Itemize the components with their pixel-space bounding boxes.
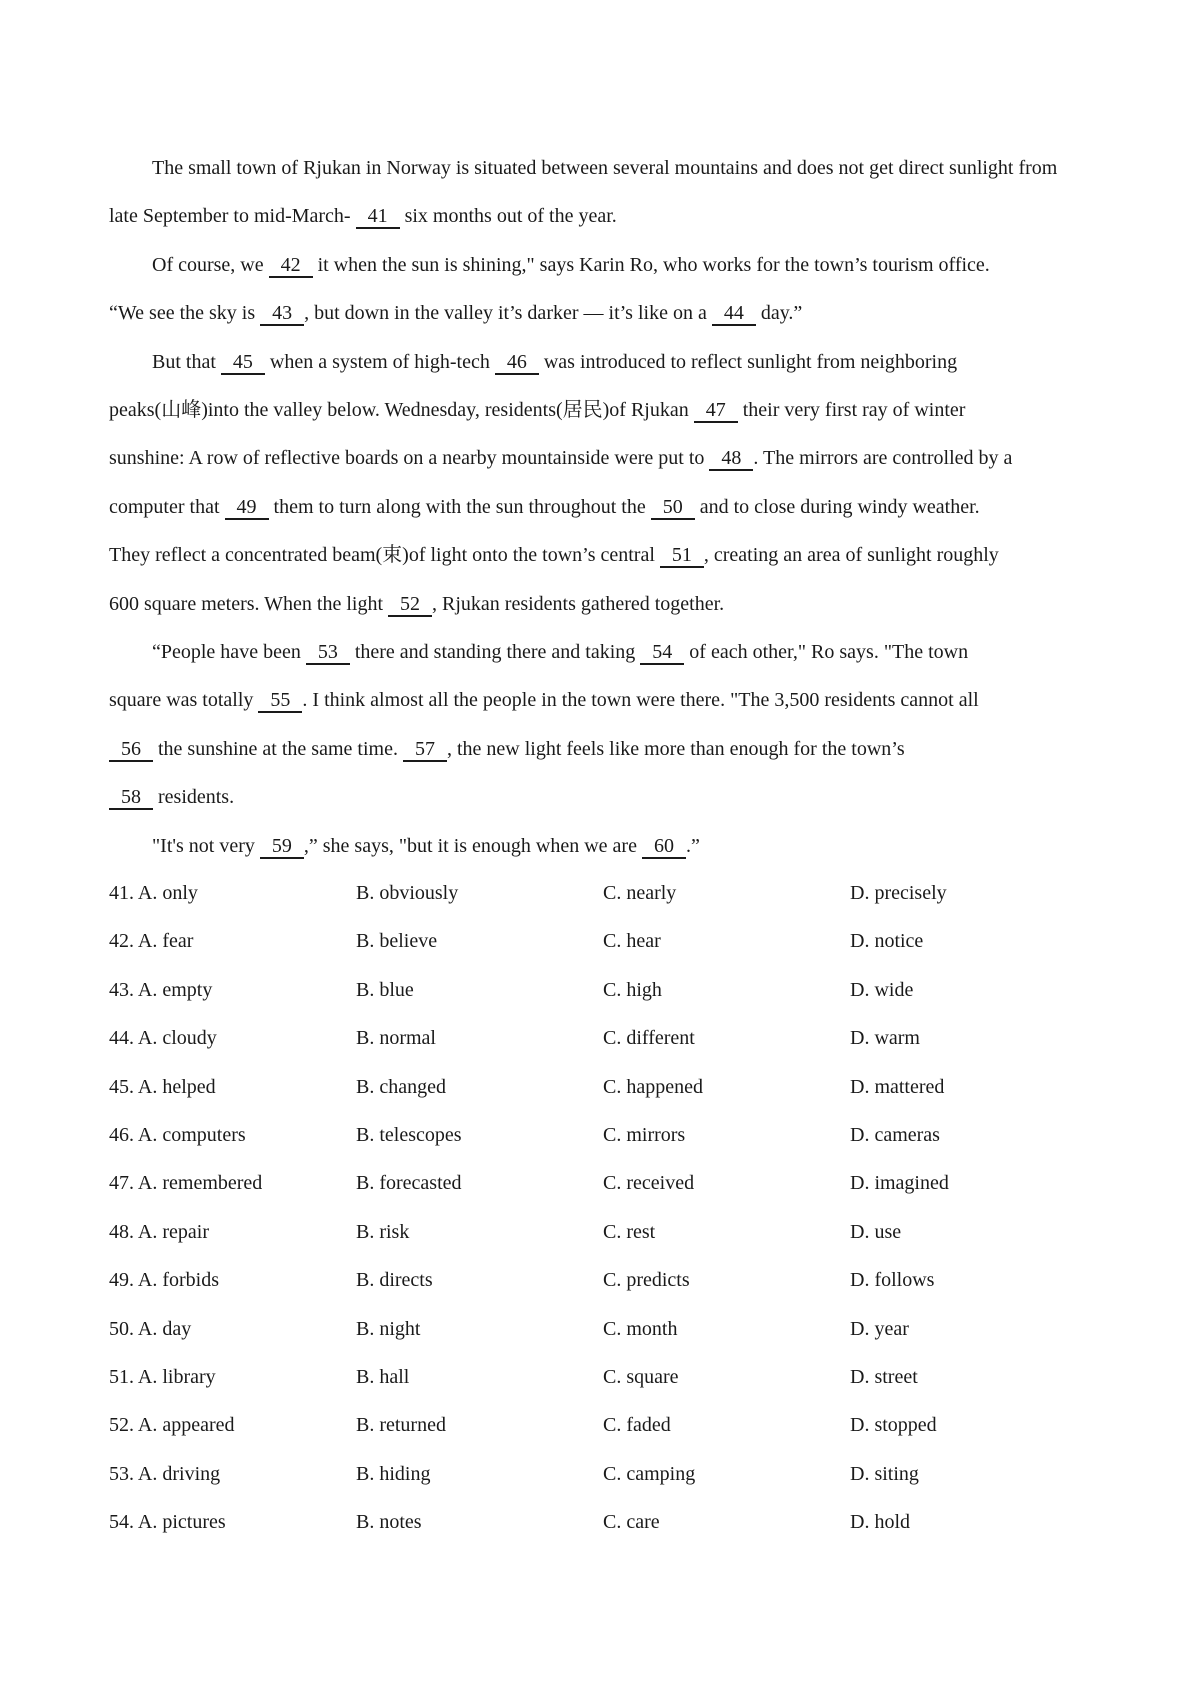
answer-option <box>603 1305 850 1353</box>
option-label: A. fear <box>137 930 194 953</box>
passage-text: sunshine: A row of reflective boards on a nearby mountainside were put to <box>109 447 710 470</box>
passage-line <box>109 580 1101 628</box>
answer-option <box>850 966 1101 1014</box>
option-label: B. risk <box>356 1220 410 1243</box>
answer-blank: 48 <box>709 447 753 471</box>
passage-line <box>109 338 1101 386</box>
passage-text: .” <box>685 834 700 857</box>
option-label: D. stopped <box>850 1414 937 1437</box>
question-number: 53. <box>109 1462 134 1485</box>
option-label: C. hear <box>603 930 661 953</box>
passage-text: peaks(山峰)into the valley below. Wednesday, residents(居民)of Rjukan <box>109 399 694 422</box>
option-label: B. night <box>356 1317 421 1340</box>
passage-line <box>109 483 1101 531</box>
answer-option <box>356 869 603 917</box>
answer-blank: 49 <box>225 496 269 520</box>
passage-text: They reflect a concentrated beam(束)of light onto the town’s central <box>109 544 660 567</box>
question-row <box>109 1063 1101 1111</box>
answer-option <box>850 1256 1101 1304</box>
answer-option <box>603 966 850 1014</box>
option-label: A. appeared <box>137 1414 235 1437</box>
answer-option <box>356 1063 603 1111</box>
option-label: B. telescopes <box>356 1123 462 1146</box>
answer-option <box>850 1014 1101 1062</box>
passage-text: “People have been <box>152 641 306 664</box>
passage-line <box>109 241 1101 289</box>
option-label: D. notice <box>850 930 924 953</box>
answer-option <box>356 1208 603 1256</box>
passage-text: day.” <box>755 302 803 325</box>
answer-option <box>109 1111 356 1159</box>
answer-option <box>109 1305 356 1353</box>
answer-option <box>603 1159 850 1207</box>
answer-blank: 47 <box>694 399 738 423</box>
option-label: D. mattered <box>850 1075 945 1098</box>
question-number: 42. <box>109 930 134 953</box>
option-label: C. care <box>603 1511 660 1534</box>
question-row <box>109 1014 1101 1062</box>
passage-text: late September to mid-March- <box>109 205 356 228</box>
answer-blank: 42 <box>269 254 313 278</box>
answer-blank: 57 <box>403 738 447 762</box>
option-label: C. month <box>603 1317 678 1340</box>
question-row <box>109 1159 1101 1207</box>
answer-blank: 52 <box>388 593 432 617</box>
answer-option <box>356 917 603 965</box>
option-label: B. returned <box>356 1414 446 1437</box>
option-label: B. blue <box>356 978 414 1001</box>
passage-text: when a system of high-tech <box>264 350 495 373</box>
option-label: B. normal <box>356 1027 436 1050</box>
answer-option <box>109 1063 356 1111</box>
passage-text: , Rjukan residents gathered together. <box>432 592 725 615</box>
answer-option <box>356 1159 603 1207</box>
answer-option <box>356 1401 603 1449</box>
answer-option <box>356 1450 603 1498</box>
answer-option <box>109 1014 356 1062</box>
question-row <box>109 1256 1101 1304</box>
answer-option <box>109 1159 356 1207</box>
option-label: B. believe <box>356 930 438 953</box>
answer-blank: 45 <box>221 351 265 375</box>
passage-line <box>109 676 1101 724</box>
answer-blank: 43 <box>260 302 304 326</box>
question-row <box>109 1498 1101 1546</box>
answer-option <box>603 1256 850 1304</box>
option-label: D. imagined <box>850 1172 949 1195</box>
option-label: A. cloudy <box>137 1027 217 1050</box>
passage-text: . I think almost all the people in the town were there. "The 3,500 residents cannot all <box>302 689 979 712</box>
answer-option <box>850 1063 1101 1111</box>
answer-option <box>850 1353 1101 1401</box>
cloze-passage <box>109 144 1101 870</box>
answer-option <box>850 1401 1101 1449</box>
answer-option <box>109 966 356 1014</box>
option-label: C. camping <box>603 1462 696 1485</box>
passage-text: of each other," Ro says. "The town <box>684 641 969 664</box>
question-number: 43. <box>109 978 134 1001</box>
answer-blank: 53 <box>306 641 350 665</box>
passage-text: , the new light feels like more than enough for the town’s <box>446 737 905 760</box>
option-label: A. empty <box>137 978 213 1001</box>
question-number: 51. <box>109 1365 134 1388</box>
passage-text: , creating an area of sunlight roughly <box>703 544 999 567</box>
answer-option <box>603 1498 850 1546</box>
answer-option <box>850 1450 1101 1498</box>
option-label: D. follows <box>850 1269 935 1292</box>
answer-option <box>850 1159 1101 1207</box>
option-label: A. day <box>137 1317 192 1340</box>
answer-option <box>109 1450 356 1498</box>
answer-option <box>603 1450 850 1498</box>
answer-option <box>356 1256 603 1304</box>
passage-line <box>109 144 1101 192</box>
answer-blank: 55 <box>258 689 302 713</box>
question-number: 48. <box>109 1220 134 1243</box>
option-label: C. different <box>603 1027 695 1050</box>
passage-text: square was totally <box>109 689 259 712</box>
option-label: A. computers <box>137 1123 246 1146</box>
answer-option <box>603 1353 850 1401</box>
passage-text: the sunshine at the same time. <box>153 737 403 760</box>
passage-line <box>109 289 1101 337</box>
answer-option <box>109 1256 356 1304</box>
question-number: 41. <box>109 882 134 904</box>
option-label: D. hold <box>850 1511 910 1534</box>
answer-blank: 56 <box>109 738 153 762</box>
option-label: A. remembered <box>137 1172 263 1195</box>
option-label: C. high <box>603 978 662 1001</box>
passage-text: residents. <box>153 786 235 809</box>
answer-option <box>850 1208 1101 1256</box>
passage-text: there and standing there and taking <box>349 641 641 664</box>
answer-option <box>356 1353 603 1401</box>
question-row <box>109 1450 1101 1498</box>
answer-blank: 60 <box>642 835 686 859</box>
answer-option <box>109 869 356 917</box>
answer-option <box>109 1498 356 1546</box>
passage-text: Of course, we <box>152 253 269 276</box>
question-row <box>109 1208 1101 1256</box>
option-label: C. rest <box>603 1220 656 1243</box>
answer-option <box>850 1111 1101 1159</box>
answer-option <box>850 1498 1101 1546</box>
answer-option <box>356 966 603 1014</box>
option-label: A. pictures <box>137 1511 226 1534</box>
option-label: B. changed <box>356 1075 446 1098</box>
answer-option <box>603 1401 850 1449</box>
answer-option <box>603 917 850 965</box>
answer-option <box>109 917 356 965</box>
passage-text: 600 square meters. When the light <box>109 592 389 615</box>
answer-option <box>603 869 850 917</box>
option-label: C. predicts <box>603 1269 690 1292</box>
passage-text: “We see the sky is <box>109 302 261 325</box>
passage-line <box>109 386 1101 434</box>
answer-blank: 41 <box>356 205 400 229</box>
answer-option <box>109 1353 356 1401</box>
option-label: A. repair <box>137 1220 209 1243</box>
passage-line <box>109 773 1101 821</box>
answer-option <box>356 1305 603 1353</box>
passage-text: them to turn along with the sun throughout the <box>268 495 651 518</box>
answer-options <box>109 869 1101 1546</box>
option-label: A. helped <box>137 1075 216 1098</box>
option-label: B. forecasted <box>356 1172 462 1195</box>
passage-line <box>109 822 1101 870</box>
question-row <box>109 869 1101 917</box>
question-row <box>109 1305 1101 1353</box>
option-label: D. year <box>850 1317 909 1340</box>
option-label: D. siting <box>850 1462 919 1485</box>
option-label: A. driving <box>137 1462 221 1485</box>
question-number: 44. <box>109 1027 134 1050</box>
passage-text: , but down in the valley it’s darker — it’s like on a <box>304 302 712 325</box>
passage-text: it when the sun is shining," says Karin Ro, who works for the town’s tourism office. <box>312 253 990 276</box>
option-label: B. directs <box>356 1269 433 1292</box>
answer-option <box>603 1208 850 1256</box>
passage-text: . The mirrors are controlled by a <box>753 447 1013 470</box>
answer-blank: 44 <box>712 302 756 326</box>
option-label: D. street <box>850 1365 918 1388</box>
passage-text: was introduced to reflect sunlight from neighboring <box>538 350 958 373</box>
answer-option <box>850 1305 1101 1353</box>
option-label: C. happened <box>603 1075 703 1098</box>
option-label: C. received <box>603 1172 695 1195</box>
passage-text: "It's not very <box>152 834 260 857</box>
option-label: C. nearly <box>603 882 677 904</box>
question-number: 50. <box>109 1317 134 1340</box>
passage-line <box>109 531 1101 579</box>
question-number: 52. <box>109 1414 134 1437</box>
answer-option <box>109 1208 356 1256</box>
passage-text: computer that <box>109 495 225 518</box>
option-label: D. cameras <box>850 1123 940 1146</box>
question-row <box>109 1401 1101 1449</box>
passage-text: ,” she says, "but it is enough when we are <box>303 834 642 857</box>
passage-text: six months out of the year. <box>399 205 617 228</box>
answer-option <box>356 1111 603 1159</box>
option-label: C. mirrors <box>603 1123 686 1146</box>
question-number: 45. <box>109 1075 134 1098</box>
question-number: 46. <box>109 1123 134 1146</box>
answer-blank: 46 <box>495 351 539 375</box>
option-label: D. use <box>850 1220 902 1243</box>
option-label: D. precisely <box>850 882 947 904</box>
answer-blank: 59 <box>260 835 304 859</box>
option-label: B. hall <box>356 1365 410 1388</box>
passage-line <box>109 725 1101 773</box>
answer-blank: 54 <box>640 641 684 665</box>
answer-option <box>356 1498 603 1546</box>
answer-blank: 51 <box>660 544 704 568</box>
option-label: B. hiding <box>356 1462 431 1485</box>
passage-text: But that <box>152 350 221 373</box>
option-label: D. wide <box>850 978 914 1001</box>
question-number: 49. <box>109 1269 134 1292</box>
option-label: C. faded <box>603 1414 671 1437</box>
option-label: D. warm <box>850 1027 920 1050</box>
question-row <box>109 1353 1101 1401</box>
option-label: B. obviously <box>356 882 459 904</box>
answer-option <box>603 1014 850 1062</box>
question-row <box>109 917 1101 965</box>
option-label: C. square <box>603 1365 679 1388</box>
answer-option <box>109 1401 356 1449</box>
answer-blank: 58 <box>109 786 153 810</box>
option-label: A. forbids <box>137 1269 220 1292</box>
answer-option <box>356 1014 603 1062</box>
passage-text: and to close during windy weather. <box>694 495 980 518</box>
question-number: 54. <box>109 1511 134 1534</box>
question-number: 47. <box>109 1172 134 1195</box>
question-row <box>109 1111 1101 1159</box>
answer-option <box>603 1063 850 1111</box>
answer-option <box>850 869 1101 917</box>
passage-line <box>109 434 1101 482</box>
passage-text: The small town of Rjukan in Norway is situated between several mountains and does not get direct sunlight from <box>152 157 1058 179</box>
option-label: A. library <box>137 1365 216 1388</box>
option-label: A. only <box>137 882 198 904</box>
answer-option <box>850 917 1101 965</box>
answer-option <box>603 1111 850 1159</box>
passage-line <box>109 628 1101 676</box>
question-row <box>109 966 1101 1014</box>
answer-blank: 50 <box>651 496 695 520</box>
passage-line <box>109 192 1101 240</box>
option-label: B. notes <box>356 1511 422 1534</box>
passage-text: their very first ray of winter <box>737 399 966 422</box>
